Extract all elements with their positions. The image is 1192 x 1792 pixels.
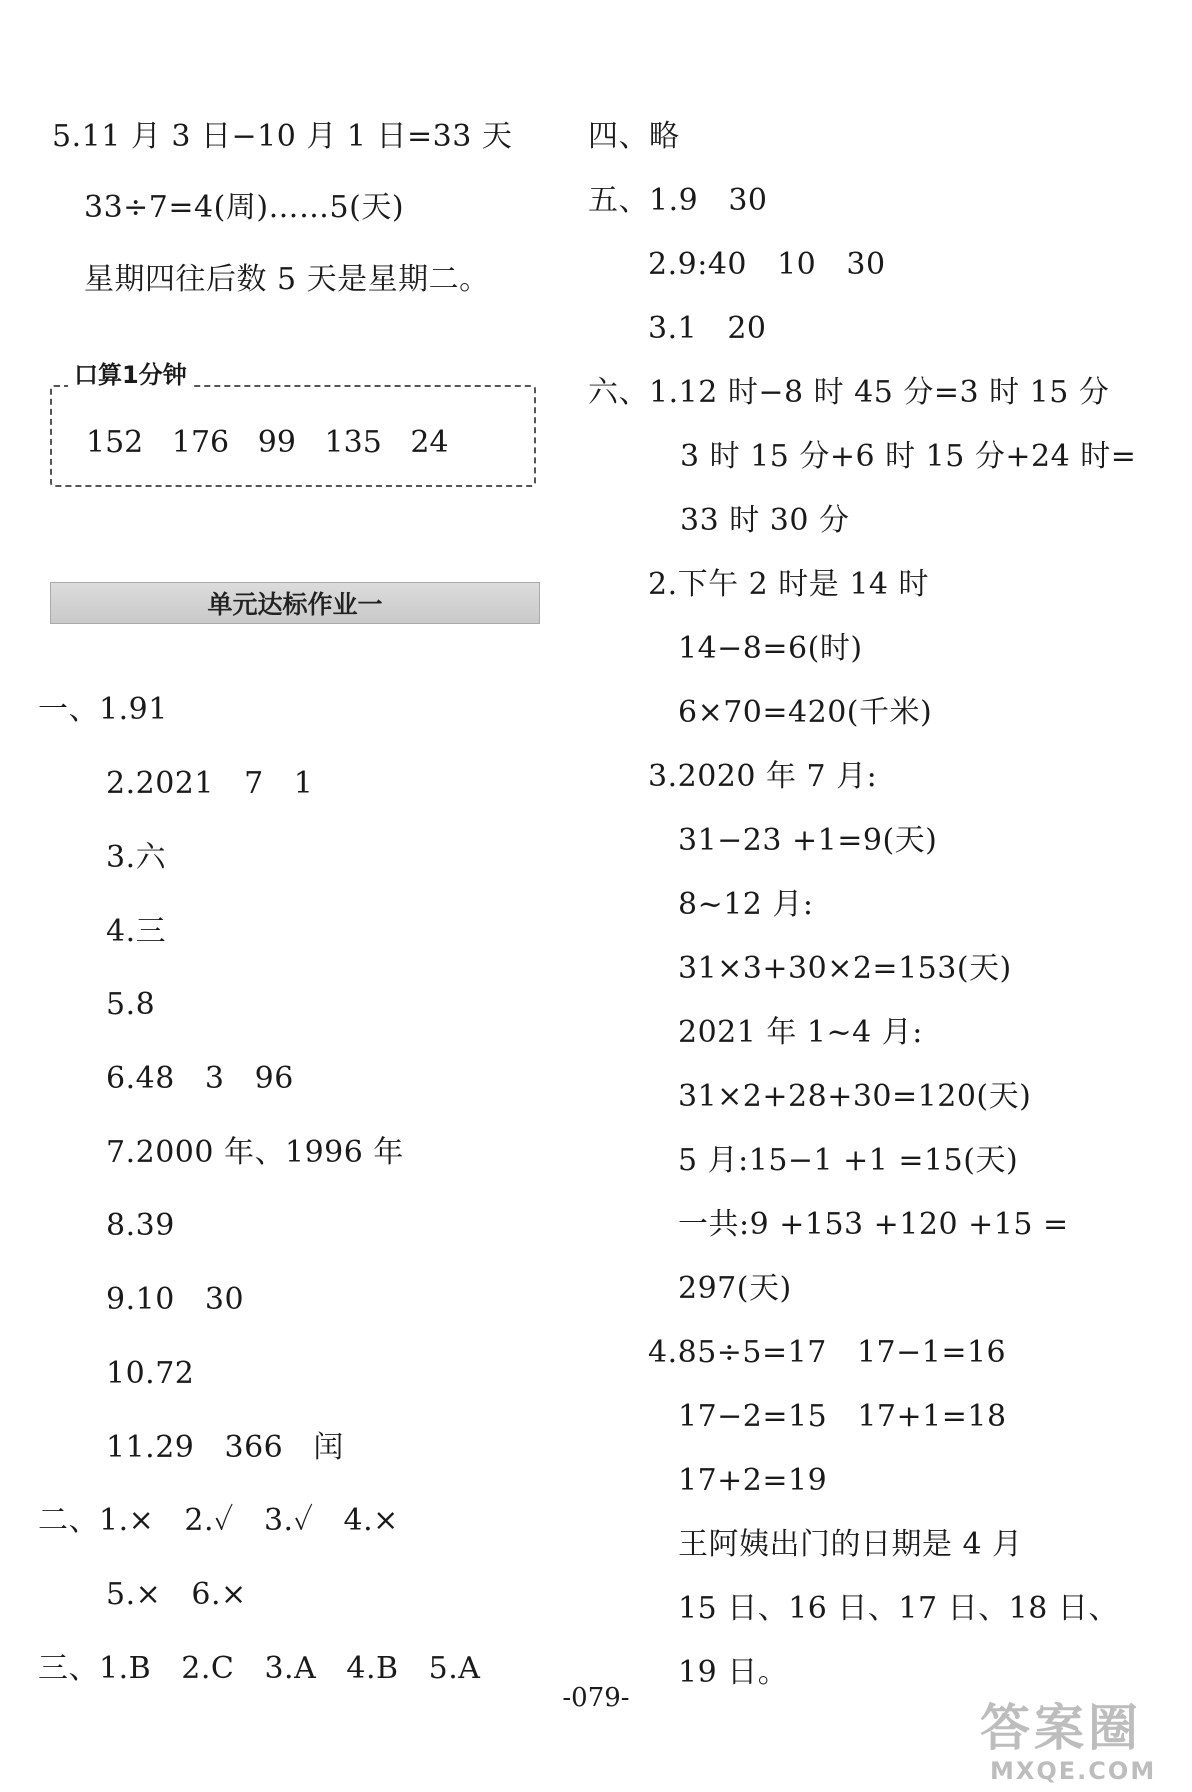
answer-5-2: 2.9:40 10 30 [648, 247, 886, 282]
oral-calc-title: 口算1分钟 [68, 360, 193, 390]
answer-6-4-e: 15 日、16 日、17 日、18 日、 [678, 1591, 1119, 1626]
answer-6-1-c: 33 时 30 分 [680, 503, 850, 538]
answer-1-5: 5.8 [106, 987, 156, 1022]
answer-6-3-e: 2021 年 1~4 月: [678, 1015, 923, 1050]
answer-6-4-b: 17−2=15 17+1=18 [678, 1399, 1007, 1434]
answer-1-2: 2.2021 7 1 [106, 766, 314, 801]
answer-6-3-a: 3.2020 年 7 月: [648, 759, 878, 794]
left-line-2: 33÷7=4(周)……5(天) [84, 190, 405, 225]
left-line-3: 星期四往后数 5 天是星期二。 [84, 262, 490, 297]
answer-6-3-i: 297(天) [678, 1271, 792, 1306]
answer-5-1: 五、1.9 30 [588, 183, 768, 218]
answer-6-3-c: 8~12 月: [678, 887, 814, 922]
answer-1-4: 4.三 [106, 914, 167, 949]
answer-6-3-h: 一共:9 +153 +120 +15 = [678, 1207, 1069, 1242]
watermark-logo-text: 答案圈 [980, 1699, 1142, 1757]
answer-6-4-d: 王阿姨出门的日期是 4 月 [678, 1527, 1023, 1562]
answer-1-6: 6.48 3 96 [106, 1061, 294, 1096]
watermark [960, 1700, 1180, 1786]
answer-6-2-a: 2.下午 2 时是 14 时 [648, 567, 930, 602]
answer-6-1-b: 3 时 15 分+6 时 15 分+24 时= [680, 439, 1137, 474]
answer-6-2-c: 6×70=420(千米) [678, 695, 933, 730]
answer-1-3: 3.六 [106, 840, 167, 875]
answer-1-9: 9.10 30 [106, 1282, 245, 1317]
answer-6-3-g: 5 月:15−1 +1 =15(天) [678, 1143, 1019, 1178]
answer-4: 四、略 [588, 119, 680, 154]
answer-1-7: 7.2000 年、1996 年 [106, 1135, 404, 1170]
answer-1-11: 11.29 366 闰 [106, 1430, 344, 1465]
answer-6-2-b: 14−8=6(时) [678, 631, 863, 666]
answer-1-10: 10.72 [106, 1356, 195, 1391]
watermark-url: MXQE.COM [990, 1757, 1157, 1785]
section-banner-title: 单元达标作业一 [207, 590, 383, 619]
answer-6-1-a: 六、1.12 时−8 时 45 分=3 时 15 分 [588, 375, 1110, 410]
answer-6-3-f: 31×2+28+30=120(天) [678, 1079, 1032, 1114]
answer-6-4-c: 17+2=19 [678, 1463, 828, 1498]
answer-1-8: 8.39 [106, 1208, 175, 1243]
page-number: -079- [562, 1683, 630, 1713]
answer-2-row2: 5.× 6.× [106, 1577, 247, 1612]
answer-6-4-a: 4.85÷5=17 17−1=16 [648, 1335, 1007, 1370]
oral-calc-values: 152 176 99 135 24 [86, 425, 449, 460]
answer-5-3: 3.1 20 [648, 311, 767, 346]
answer-2-row1: 二、1.× 2.✓ 3.✓ 4.× [38, 1503, 399, 1538]
answer-6-3-b: 31−23 +1=9(天) [678, 823, 938, 858]
answer-6-3-d: 31×3+30×2=153(天) [678, 951, 1012, 986]
answer-1-1: 一、1.91 [38, 692, 168, 727]
answer-3: 三、1.B 2.C 3.A 4.B 5.A [38, 1651, 481, 1686]
answer-6-4-f: 19 日。 [678, 1655, 789, 1690]
section-banner [50, 582, 540, 624]
left-line-1: 5.11 月 3 日−10 月 1 日=33 天 [52, 119, 513, 154]
